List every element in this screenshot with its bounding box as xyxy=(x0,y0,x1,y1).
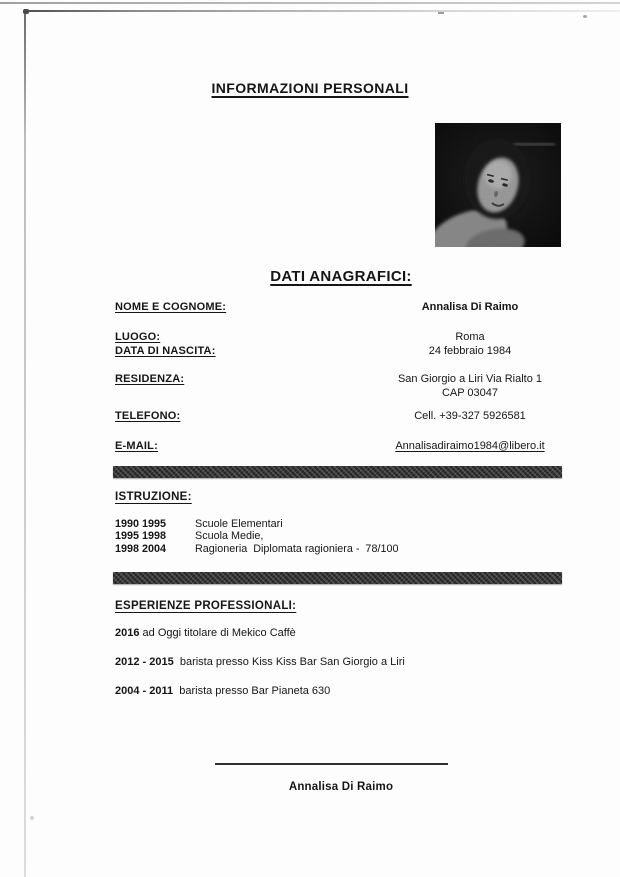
section-divider-bar xyxy=(113,572,562,584)
signature-line xyxy=(215,763,448,765)
education-desc: Scuole Elementari xyxy=(195,518,283,530)
education-list xyxy=(115,518,398,555)
field-value-residenza xyxy=(378,373,562,400)
education-years: 1990 1995 xyxy=(115,518,167,530)
education-row xyxy=(115,543,398,555)
education-years: 1998 2004 xyxy=(115,542,167,555)
scan-speck xyxy=(583,15,587,18)
experience-desc: barista presso Bar Pianeta 630 xyxy=(173,685,331,697)
section-heading-istruzione: ISTRUZIONE: xyxy=(115,491,192,503)
field-label-email: E-MAIL: xyxy=(115,440,158,452)
experience-years: 2016 xyxy=(115,627,140,639)
scan-corner-mark xyxy=(23,9,29,14)
experience-desc: barista presso Kiss Kiss Bar San Giorgio a Liri xyxy=(173,656,405,668)
field-value-luogo: Roma xyxy=(455,331,485,343)
section-divider-bar xyxy=(113,466,562,478)
scan-speck xyxy=(30,816,34,820)
signature-name: Annalisa Di Raimo xyxy=(288,781,394,793)
education-desc: Ragioneria Diplomata ragioniera - 78/100 xyxy=(195,542,399,555)
residenza-line1: San Giorgio a Liri Via Rialto 1 xyxy=(397,373,543,385)
field-value-email: Annalisadiraimo1984@libero.it xyxy=(395,440,545,452)
field-value-telefono: Cell. +39-327 5926581 xyxy=(414,410,526,422)
section-heading-esperienze: ESPERIENZE PROFESSIONALI: xyxy=(115,600,297,612)
scan-page-top-border xyxy=(24,10,620,12)
field-label-nome-cognome: NOME E COGNOME: xyxy=(115,301,227,313)
scan-page-left-border xyxy=(24,10,26,877)
field-value-nome-cognome: Annalisa Di Raimo xyxy=(421,301,519,313)
experience-row xyxy=(115,685,330,697)
experience-desc: ad Oggi titolare di Mekico Caffè xyxy=(139,627,296,639)
education-desc: Scuola Medie, xyxy=(195,530,264,543)
field-label-data-di-nascita: DATA DI NASCITA: xyxy=(115,345,216,357)
field-label-residenza: RESIDENZA: xyxy=(115,373,185,385)
field-label-luogo: LUOGO: xyxy=(115,331,161,343)
experience-row xyxy=(115,627,296,639)
experience-years: 2004 - 2011 xyxy=(115,685,174,697)
field-value-data-di-nascita: 24 febbraio 1984 xyxy=(428,345,512,357)
education-row xyxy=(115,530,398,542)
experience-years: 2012 - 2015 xyxy=(115,656,174,668)
education-years: 1995 1998 xyxy=(115,530,167,543)
portrait-photo-image xyxy=(435,123,561,247)
residenza-line2: CAP 03047 xyxy=(441,386,499,399)
portrait-photo xyxy=(435,123,561,247)
experience-row xyxy=(115,656,405,668)
field-label-telefono: TELEFONO: xyxy=(115,410,181,422)
section-heading-dati-anagrafici: DATI ANAGRAFICI: xyxy=(270,268,412,285)
scan-edge-top-line xyxy=(0,2,620,4)
document-title: INFORMAZIONI PERSONALI xyxy=(211,80,409,96)
scan-speck xyxy=(438,12,444,14)
education-row xyxy=(115,518,398,530)
